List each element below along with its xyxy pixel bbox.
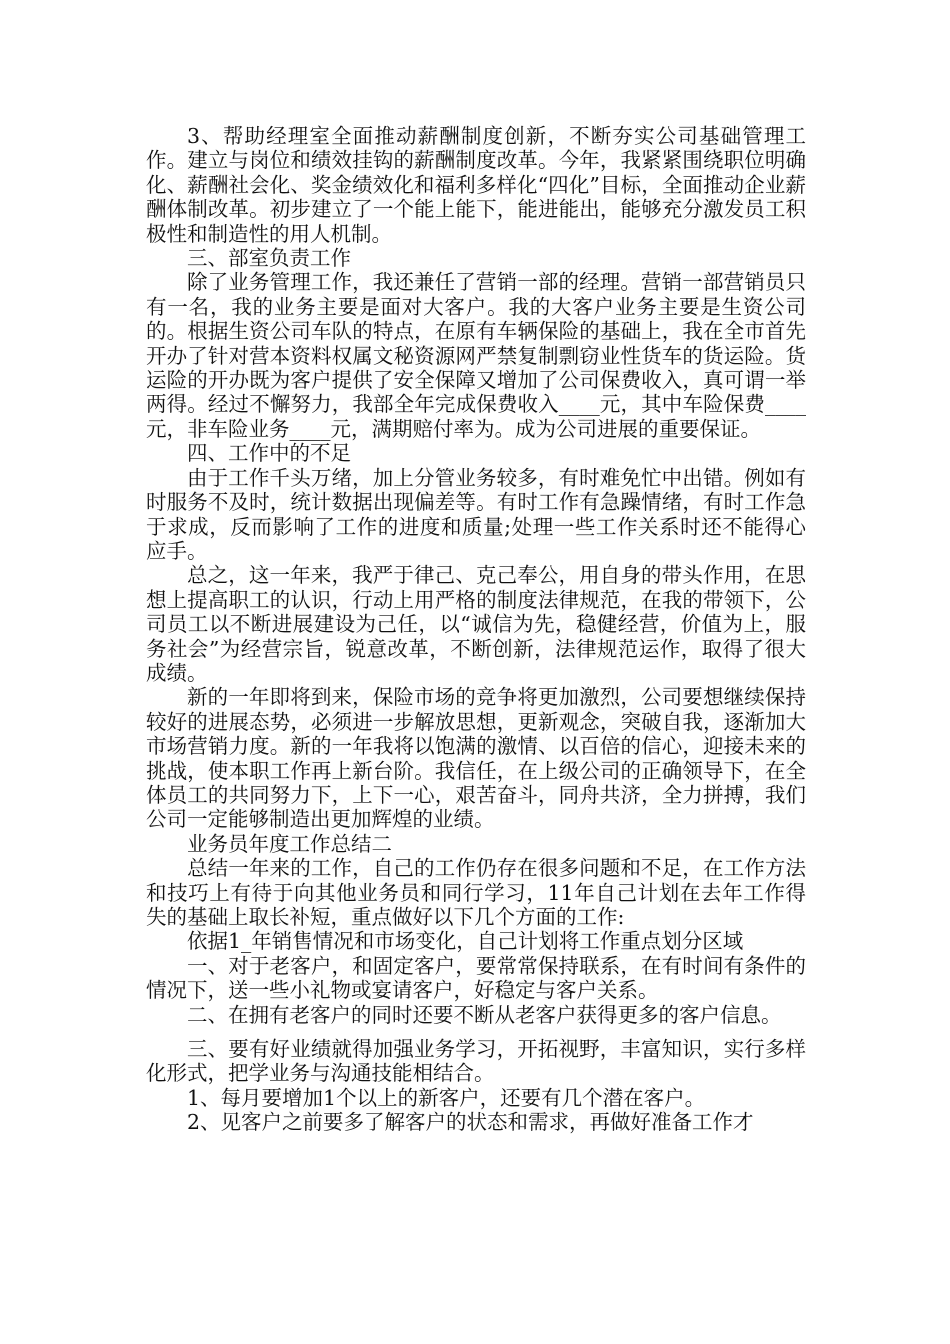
paragraph-summary: 总之，这一年来，我严于律己、克己奉公，用自身的带头作用，在思想上提高职工的认识，行动上用严格的制度法律规范，在我的带领下，公司员工以不断进展建设为己任，以“诚信为先，稳健经营，价值为上，服务社会”为经营宗旨，锐意改革，不断创新，法律规范运作，取得了很大成绩。	[146, 563, 806, 685]
paragraph-shortcomings: 由于工作千头万绪，加上分管业务较多，有时难免忙中出错。例如有时服务不及时，统计数据出现偏差等。有时工作有急躁情绪，有时工作急于求成，反而影响了工作的进度和质量;处理一些工作关系时还不能得心应手。	[146, 465, 806, 563]
section-title-summary-two: 业务员年度工作总结二	[187, 831, 392, 856]
heading-shortcomings: 四、工作中的不足	[187, 441, 351, 466]
paragraph-business-study: 三、要有好业绩就得加强业务学习，开拓视野，丰富知识，实行多样化形式，把学业务与沟通技能相结合。	[146, 1037, 806, 1086]
paragraph-new-year: 新的一年即将到来，保险市场的竞争将更加激烈，公司要想继续保持较好的进展态势，必须进一步解放思想，更新观念，突破自我，逐渐加大市场营销力度。新的一年我将以饱满的激情、以百倍的信心，迎接未来的挑战，使本职工作再上新台阶。我信任，在上级公司的正确领导下，在全体员工的共同努力下，上下一心，艰苦奋斗，同舟共济，全力拼搏，我们公司一定能够制造出更加辉煌的业绩。	[146, 685, 806, 832]
document-body	[146, 124, 806, 1135]
heading-department-work: 三、部室负责工作	[187, 246, 351, 271]
paragraph-salary-reform: 3、帮助经理室全面推动薪酬制度创新，不断夯实公司基础管理工作。建立与岗位和绩效挂钩的薪酬制度改革。今年，我紧紧围绕职位明确化、薪酬社会化、奖金绩效化和福利多样化“四化”目标，全面推动企业薪酬体制改革。初步建立了一个能上能下，能进能出，能够充分激发员工积极性和制造性的用人机制。	[146, 124, 806, 246]
paragraph-customer-info: 二、在拥有老客户的同时还要不断从老客户获得更多的客户信息。	[187, 1002, 782, 1027]
paragraph-old-customers: 一、对于老客户，和固定客户，要常常保持联系，在有时间有条件的情况下，送一些小礼物或宴请客户，好稳定与客户关系。	[146, 953, 806, 1003]
paragraph-region-plan: 依据1_年销售情况和市场变化，自己计划将工作重点划分区域	[187, 929, 744, 954]
paragraph-summary-two-intro: 总结一年来的工作，自己的工作仍存在很多问题和不足，在工作方法和技巧上有待于向其他业务员和同行学习，11年自己计划在去年工作得失的基础上取长补短，重点做好以下几个方面的工作:	[146, 856, 806, 929]
paragraph-department-work: 除了业务管理工作，我还兼任了营销一部的经理。营销一部营销员只有一名，我的业务主要是面对大客户。我的大客户业务主要是生资公司的。根据生资公司车队的特点，在原有车辆保险的基础上，我在全市首先开办了针对营本资料权属文秘资源网严禁复制剽窃业性货车的货运险。货运险的开办既为客户提供了安全保障又增加了公司保费收入，真可谓一举两得。经过不懈努力，我部全年完成保费收入____元，其中车险保费____元，非车险业务____元，满期赔付率为。成为公司进展的重要保证。	[146, 270, 806, 441]
list-item-customer-prep: 2、见客户之前要多了解客户的状态和需求，再做好准备工作才	[187, 1110, 754, 1135]
list-item-new-customers: 1、每月要增加1个以上的新客户，还要有几个潜在客户。	[187, 1085, 706, 1110]
